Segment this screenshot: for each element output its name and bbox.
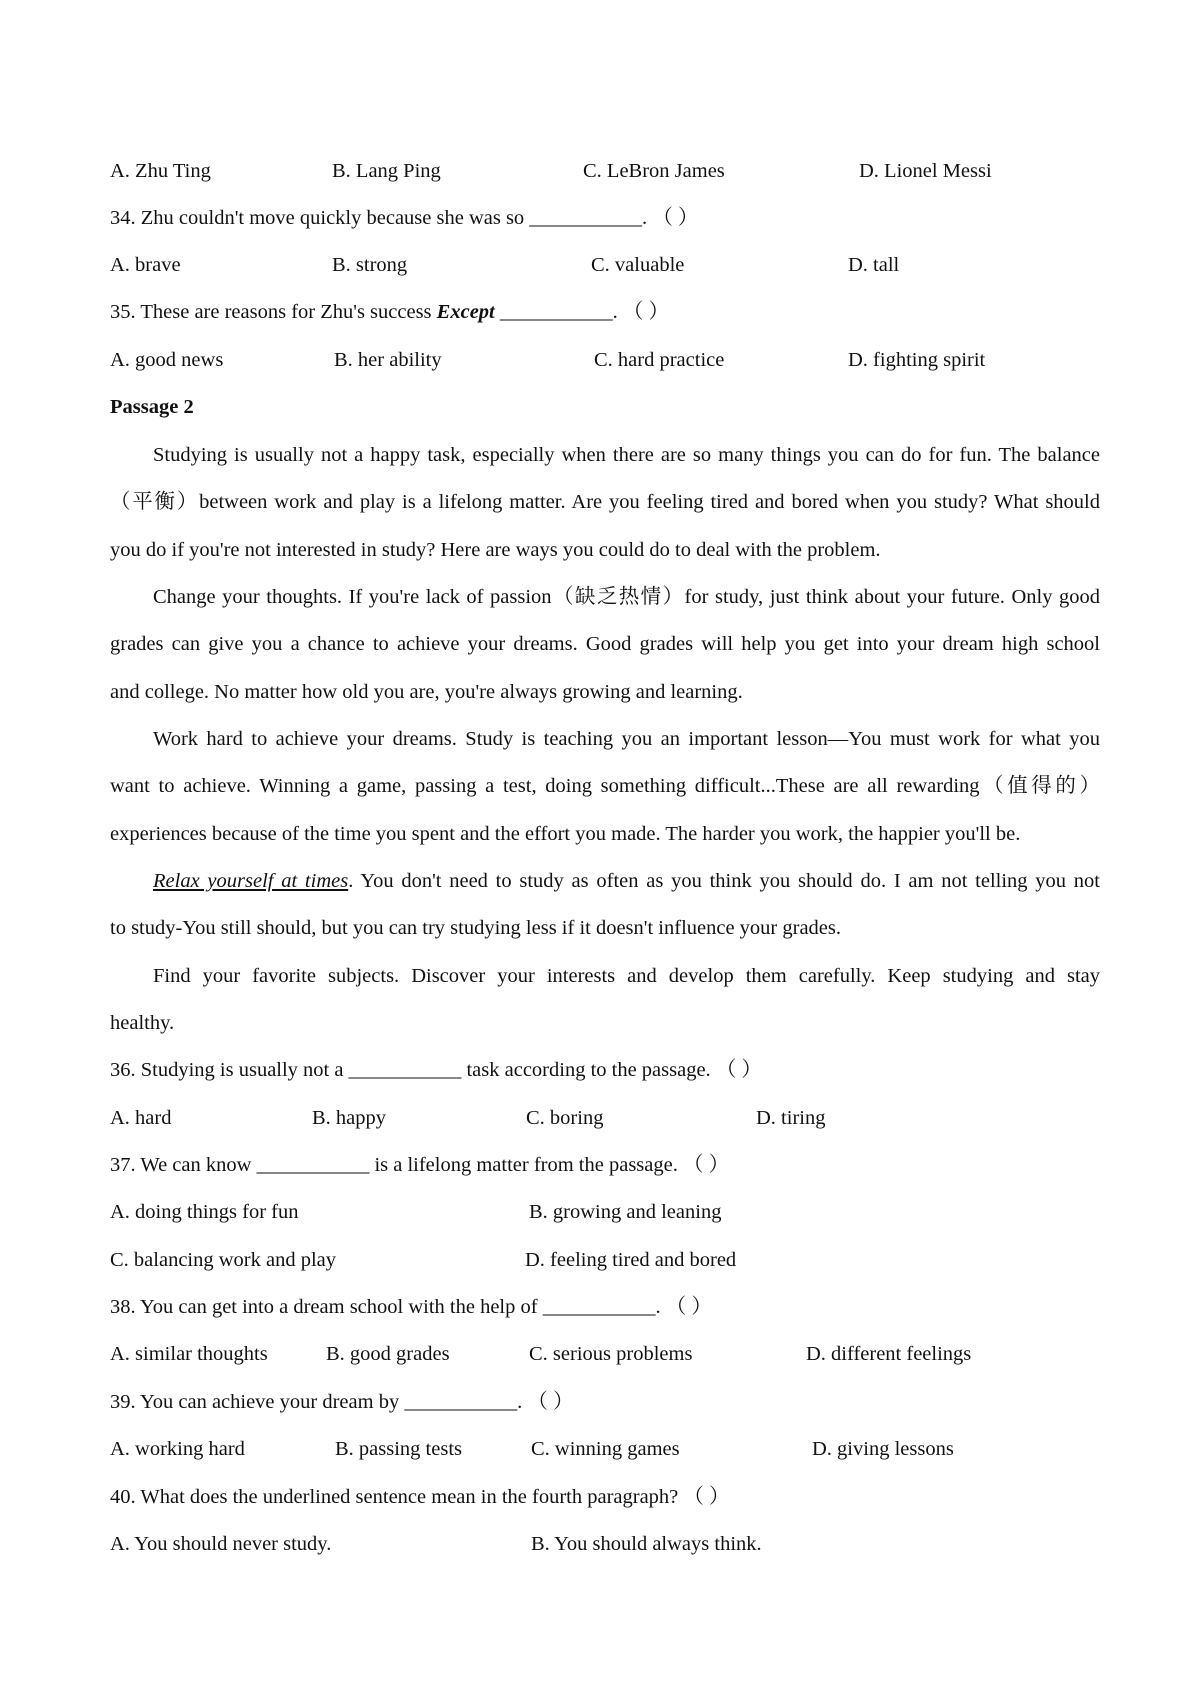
q35-stem-except: Except <box>436 301 495 323</box>
q38-option-d: D. different feelings <box>806 1343 972 1365</box>
q34-question <box>110 204 1100 232</box>
q36-option-b: B. happy <box>312 1107 387 1129</box>
passage-line-underlined-paragraph <box>153 867 1100 895</box>
q36-answer-paren: （ ） <box>715 1059 762 1081</box>
q34-option-b: B. strong <box>332 254 408 276</box>
passage-line: healthy. <box>110 1012 175 1034</box>
q33-option-b: B. Lang Ping <box>332 160 441 182</box>
q35-option-b: B. her ability <box>334 349 442 371</box>
passage-line: Find your favorite subjects. Discover your interests and develop them carefully. Keep studying and stay <box>153 965 1100 987</box>
q34-answer-paren: （ ） <box>652 207 699 229</box>
q39-question <box>110 1388 1100 1416</box>
q38-option-a: A. similar thoughts <box>110 1343 268 1365</box>
q36-option-c: C. boring <box>526 1107 604 1129</box>
q40-question <box>110 1483 1100 1511</box>
q38-option-b: B. good grades <box>326 1343 450 1365</box>
q39-option-a: A. working hard <box>110 1438 245 1460</box>
q36-option-a: A. hard <box>110 1107 172 1129</box>
q33-option-a: A. Zhu Ting <box>110 160 211 182</box>
passage-line: you do if you're not interested in study? Here are ways you could do to deal with the problem. <box>110 539 881 561</box>
q40-answer-paren: （ ） <box>683 1486 730 1508</box>
passage-line: experiences because of the time you spent and the effort you made. The harder you work, the happier you'll be. <box>110 823 1021 845</box>
passage-line: and college. No matter how old you are, you're always growing and learning. <box>110 681 743 703</box>
q38-stem: 38. You can get into a dream school with the help of ___________. <box>110 1296 661 1318</box>
q35-option-a: A. good news <box>110 349 224 371</box>
q35-question <box>110 298 1100 326</box>
q39-answer-paren: （ ） <box>527 1391 574 1413</box>
q35-option-c: C. hard practice <box>594 349 725 371</box>
passage-line: grades can give you a chance to achieve your dreams. Good grades will help you get into your dream high school <box>110 633 1100 655</box>
q34-stem: 34. Zhu couldn't move quickly because she was so ___________. <box>110 207 648 229</box>
passage-line: want to achieve. Winning a game, passing a test, doing something difficult...These are all rewarding（值得的） <box>110 775 1100 797</box>
q35-option-d: D. fighting spirit <box>848 349 986 371</box>
q37-option-a: A. doing things for fun <box>110 1201 299 1223</box>
passage-line: Change your thoughts. If you're lack of passion（缺乏热情）for study, just think about your future. Only good <box>153 586 1100 608</box>
q34-option-d: D. tall <box>848 254 900 276</box>
underlined-sentence: Relax yourself at times <box>153 870 349 892</box>
q37-stem: 37. We can know ___________ is a lifelong matter from the passage. <box>110 1154 678 1176</box>
q38-answer-paren: （ ） <box>665 1296 712 1318</box>
q40-option-b: B. You should always think. <box>531 1533 762 1555</box>
passage-title: Passage 2 <box>110 396 194 418</box>
q35-stem-end: ___________. <box>494 301 618 323</box>
q37-option-d: D. feeling tired and bored <box>525 1249 737 1271</box>
q39-stem: 39. You can achieve your dream by ___________. <box>110 1391 523 1413</box>
passage-line: Work hard to achieve your dreams. Study is teaching you an important lesson—You must work for what you <box>153 728 1100 750</box>
q35-stem-start: 35. These are reasons for Zhu's success <box>110 301 437 323</box>
q40-stem: 40. What does the underlined sentence mean in the fourth paragraph? <box>110 1486 679 1508</box>
passage-line: to study-You still should, but you can try studying less if it doesn't influence your grades. <box>110 917 842 939</box>
q39-option-d: D. giving lessons <box>812 1438 954 1460</box>
passage-line: （平衡）between work and play is a lifelong matter. Are you feeling tired and bored when you study? What should <box>110 491 1100 513</box>
passage-line: Studying is usually not a happy task, especially when there are so many things you can do for fun. The balance <box>153 444 1100 466</box>
q33-option-d: D. Lionel Messi <box>859 160 992 182</box>
q34-option-a: A. brave <box>110 254 181 276</box>
q34-option-c: C. valuable <box>591 254 685 276</box>
q39-option-c: C. winning games <box>531 1438 680 1460</box>
q35-answer-paren: （ ） <box>622 301 669 323</box>
passage-line-rest: . You don't need to study as often as you think you should do. I am not telling you not <box>348 870 1100 892</box>
q40-option-a: A. You should never study. <box>110 1533 332 1555</box>
q36-option-d: D. tiring <box>756 1107 826 1129</box>
q37-answer-paren: （ ） <box>682 1154 730 1176</box>
q38-question <box>110 1293 1100 1321</box>
q37-option-b: B. growing and leaning <box>529 1201 722 1223</box>
q37-question <box>110 1151 1100 1179</box>
q33-option-c: C. LeBron James <box>583 160 725 182</box>
q36-question <box>110 1056 1100 1084</box>
q36-stem: 36. Studying is usually not a ___________ task according to the passage. <box>110 1059 711 1081</box>
q38-option-c: C. serious problems <box>529 1343 693 1365</box>
q39-option-b: B. passing tests <box>335 1438 462 1460</box>
q37-option-c: C. balancing work and play <box>110 1249 337 1271</box>
